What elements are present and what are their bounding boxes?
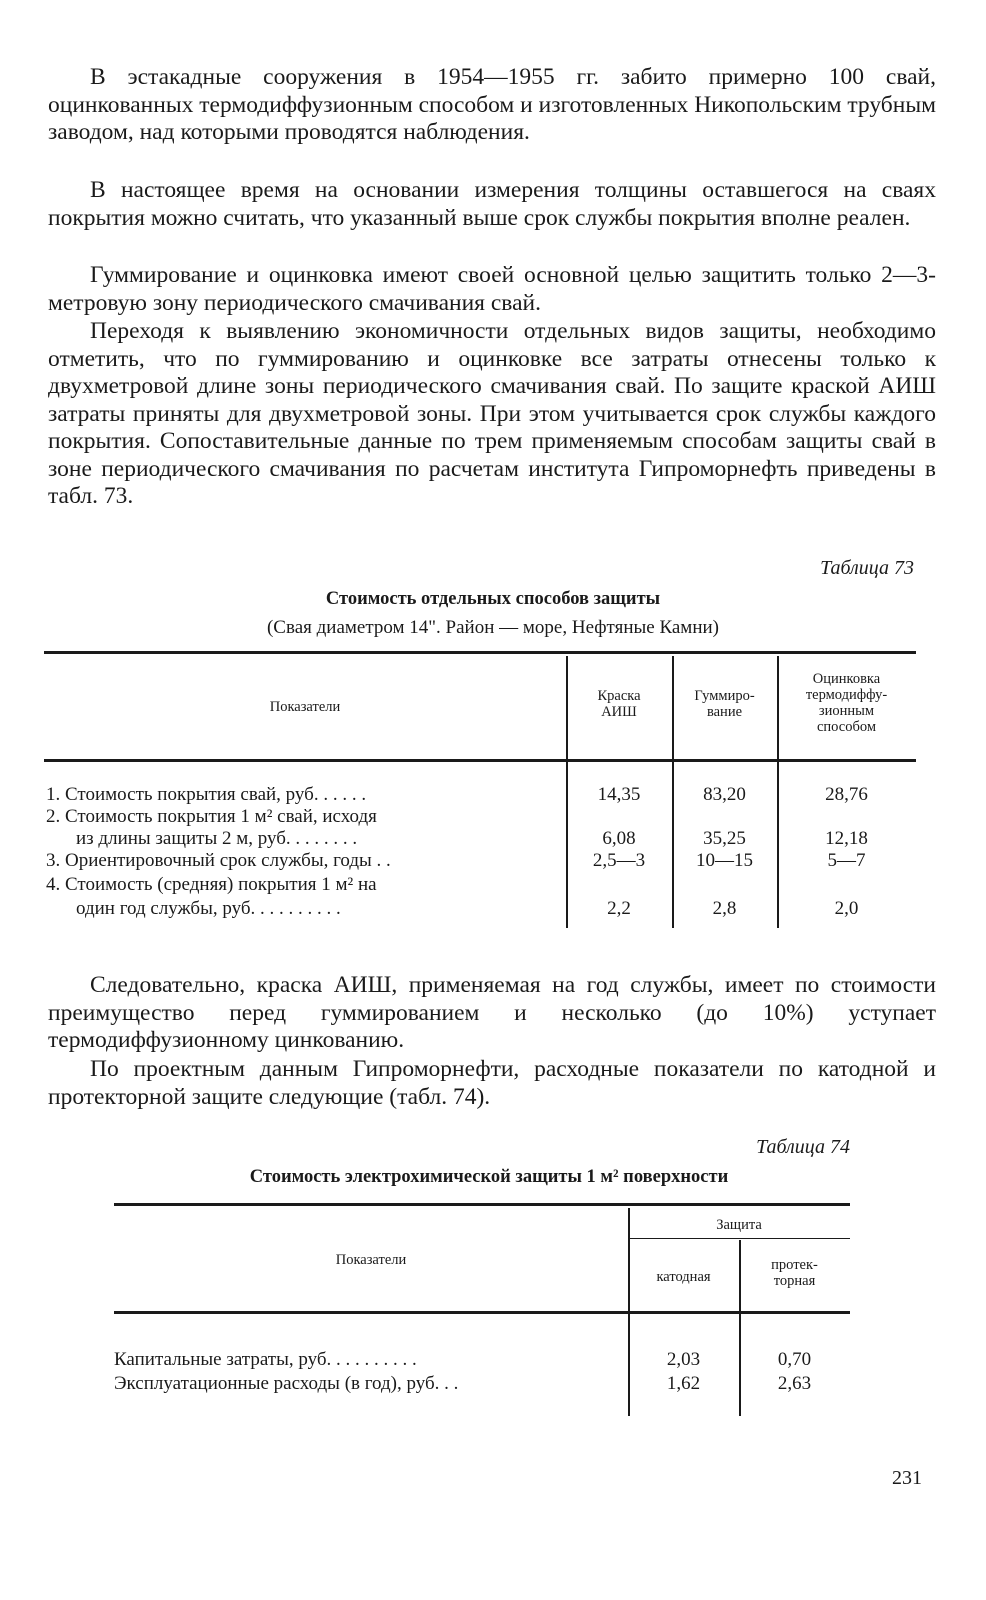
table-73-row-label: 4. Стоимость (средняя) покрытия 1 м² на <box>46 874 377 895</box>
table-74-header-group: Защита <box>716 1217 762 1233</box>
paragraph-5: Следовательно, краска АИШ, применяемая на год службы, имеет по стоимости преимущество перед гуммированием и несколько (до 10%) уступает термодиффузионному цинкованию. <box>48 972 936 1053</box>
table-73-cell: 28,76 <box>825 784 868 805</box>
table-73-row-label: 3. Ориентировочный срок службы, годы . . <box>46 850 391 871</box>
table-74-group-rule <box>628 1238 850 1239</box>
table-74-cell: 2,63 <box>777 1373 812 1394</box>
table-73-header-col3 <box>777 671 916 735</box>
table-74-row-label: Эксплуатационные расходы (в год), руб. . . <box>114 1373 459 1394</box>
table-73-row-label: 2. Стоимость покрытия 1 м² свай, исходя <box>46 806 377 827</box>
table-74-cell: 2,03 <box>666 1349 701 1370</box>
table-73-row-label: 1. Стоимость покрытия свай, руб. . . . . . <box>46 784 367 805</box>
header-line: зионным <box>818 703 875 719</box>
page-number: 231 <box>892 1467 922 1489</box>
table-73-title: Стоимость отдельных способов защиты <box>325 589 661 609</box>
table-73-row-label: один год службы, руб. . . . . . . . . . <box>76 898 341 919</box>
table-73-cell: 2,2 <box>607 898 631 919</box>
paragraph-2: В настоящее время на основании измерения толщины оставшегося на сваях покрытия можно считать, что указанный выше срок службы покрытия вполне реален. <box>48 177 936 231</box>
table-73-cell: 5—7 <box>827 850 866 871</box>
table-73-header-rule <box>44 759 916 762</box>
table-73-number: Таблица 73 <box>820 557 914 579</box>
table-73-cell: 2,0 <box>834 898 859 919</box>
table-74-header-col2 <box>739 1257 850 1289</box>
paragraph-6: По проектным данным Гипроморнефти, расходные показатели по катодной и протекторной защите следующие (табл. 74). <box>48 1056 936 1110</box>
table-73-cell: 10—15 <box>696 850 753 871</box>
table-73-cell: 2,8 <box>712 898 737 919</box>
paragraph-3: Гуммирование и оцинковка имеют своей основной целью защитить только 2—3-метровую зону периодического смачивания свай. <box>48 262 936 316</box>
table-73-row-label: из длины защиты 2 м, руб. . . . . . . . <box>76 828 358 849</box>
table-74-header-col1: катодная <box>656 1269 711 1285</box>
table-74-header-indicator: Показатели <box>335 1252 407 1268</box>
table-73-header-indicator: Показатели <box>269 699 341 715</box>
paragraph-1: В эстакадные сооружения в 1954—1955 гг. забито примерно 100 свай, оцинкованных термодиффузионным способом и изготовленных Никопольским трубным заводом, над которыми проводятся наблюдения. <box>48 64 936 145</box>
table-74-title: Стоимость электрохимической защиты 1 м² поверхности <box>249 1167 729 1187</box>
table-73-cell: 35,25 <box>703 828 746 849</box>
header-line: протек- <box>771 1257 818 1273</box>
table-73-cell: 14,35 <box>597 784 641 805</box>
table-74-row-label: Капитальные затраты, руб. . . . . . . . . . <box>114 1349 417 1370</box>
paragraph-4: Переходя к выявлению экономичности отдельных видов защиты, необходимо отметить, что по гуммированию и оцинковке все затраты отнесены только к двухметровой длине зоны периодического смачивания свай. По защите краской АИШ затраты приняты для двухметровой зоны. При этом учитывается срок службы каждого покрытия. Сопоставительные данные по трем применяемым способам защиты свай в зоне периодического смачивания по расчетам института Гипроморнефть приведены в табл. 73. <box>48 318 936 509</box>
table-73-top-rule <box>44 651 916 654</box>
header-line: торная <box>773 1273 816 1289</box>
table-73-cell: 12,18 <box>825 828 868 849</box>
table-74-cell: 1,62 <box>666 1373 701 1394</box>
table-73-header-col2 <box>672 688 777 720</box>
header-line: Краска <box>597 688 641 704</box>
header-line: термодиффу- <box>805 687 888 703</box>
table-73-subtitle: (Свая диаметром 14". Район — море, Нефтяные Камни) <box>266 617 719 638</box>
table-73-cell: 2,5—3 <box>592 850 646 871</box>
header-line: АИШ <box>601 704 637 720</box>
table-73-cell: 83,20 <box>703 784 746 805</box>
header-line: способом <box>816 719 877 735</box>
header-line: Гуммиро- <box>694 688 755 704</box>
table-73-header-col1 <box>566 688 672 720</box>
header-line: Оцинковка <box>812 671 881 687</box>
table-74-number: Таблица 74 <box>756 1136 850 1158</box>
table-73-cell: 6,08 <box>602 828 636 849</box>
table-74-cell: 0,70 <box>777 1349 812 1370</box>
header-line: вание <box>706 704 743 720</box>
table-74-top-rule <box>114 1203 850 1206</box>
